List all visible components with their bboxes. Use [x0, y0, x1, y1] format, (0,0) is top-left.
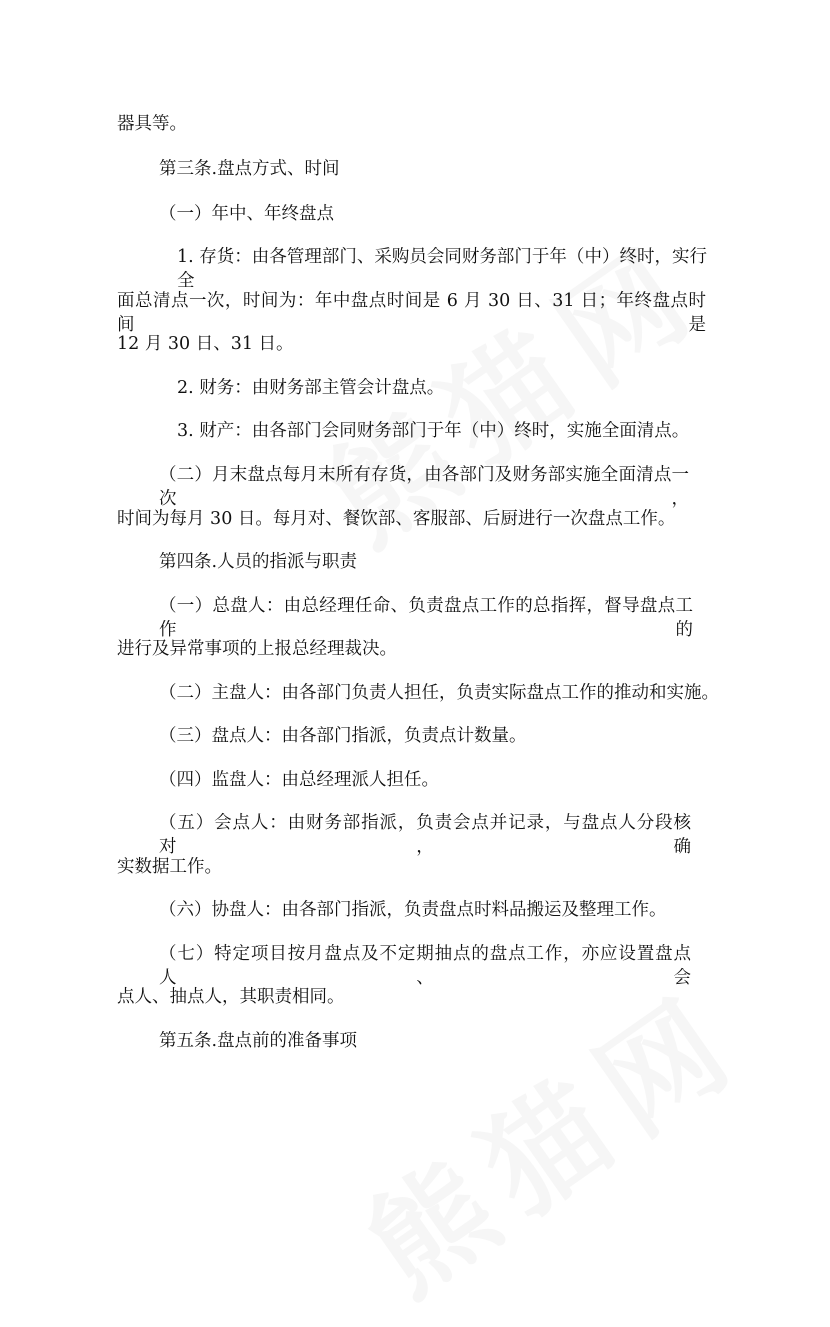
section-heading: 第四条.人员的指派与职责 [159, 552, 358, 572]
list-item: 2. 财务：由财务部主管会计盘点。 [177, 378, 445, 398]
section-heading: 第五条.盘点前的准备事项 [159, 1031, 358, 1051]
paragraph-line: 器具等。 [117, 114, 187, 134]
paragraph-line: 进行及异常事项的上报总经理裁决。 [117, 639, 397, 659]
list-item: （三）盘点人：由各部门指派，负责点计数量。 [159, 726, 527, 746]
paragraph-line: （二）月末盘点每月末所有存货，由各部门及财务部实施全面清点一次， [159, 465, 689, 509]
list-item: （四）监盘人：由总经理派人担任。 [159, 770, 439, 790]
subsection-heading: （一）年中、年终盘点 [159, 204, 334, 224]
paragraph-line: （五）会点人：由财务部指派，负责会点并记录，与盘点人分段核对，确 [159, 813, 691, 857]
paragraph-line: 1. 存货：由各管理部门、采购员会同财务部门于年（中）终时，实行全 [177, 247, 707, 291]
list-item: （六）协盘人：由各部门指派，负责盘点时料品搬运及整理工作。 [159, 900, 667, 920]
section-heading: 第三条.盘点方式、时间 [159, 159, 340, 179]
paragraph-line: （七）特定项目按月盘点及不定期抽点的盘点工作，亦应设置盘点人、会 [159, 944, 691, 988]
paragraph-line: 面总清点一次，时间为：年中盘点时间是 6 月 30 日、31 日；年终盘点时间是 [117, 291, 706, 335]
paragraph-line: 实数据工作。 [117, 857, 222, 877]
list-item: 3. 财产：由各部门会同财务部门于年（中）终时，实施全面清点。 [177, 421, 690, 441]
paragraph-line: 点人、抽点人，其职责相同。 [117, 987, 345, 1007]
paragraph-line: 12 月 30 日、31 日。 [117, 334, 294, 354]
paragraph-line: （一）总盘人：由总经理任命、负责盘点工作的总指挥，督导盘点工作的 [159, 596, 693, 640]
paragraph-line: 时间为每月 30 日。每月对、餐饮部、客服部、后厨进行一次盘点工作。 [117, 509, 676, 529]
list-item: （二）主盘人：由各部门负责人担任，负责实际盘点工作的推动和实施。 [159, 683, 719, 703]
watermark [329, 945, 772, 1327]
